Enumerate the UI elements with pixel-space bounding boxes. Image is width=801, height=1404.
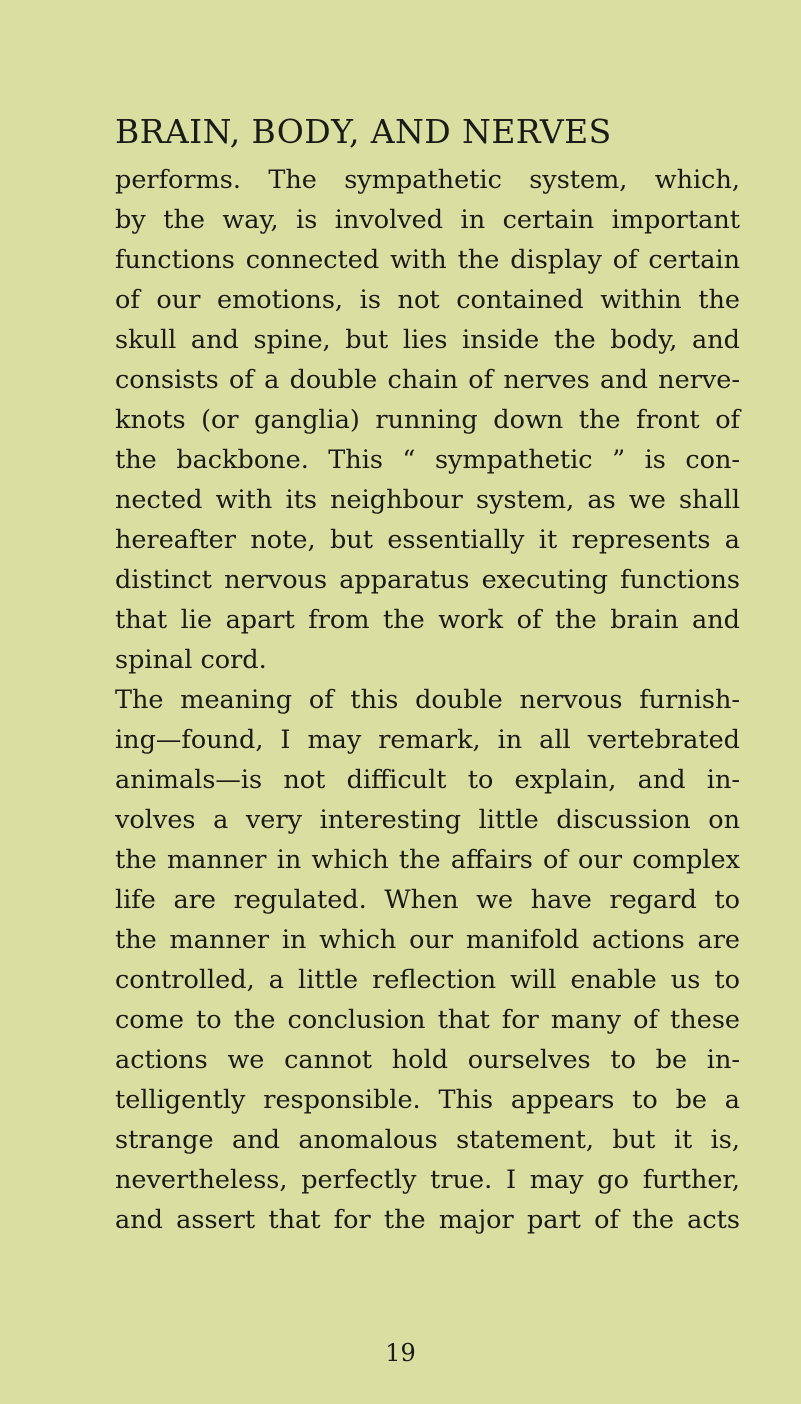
text-line: functions connected with the display of certain (115, 245, 740, 275)
text-line: hereafter note, but essentially it represents a (115, 525, 740, 555)
text-line: of our emotions, is not contained within the (115, 285, 740, 315)
text-line: by the way, is involved in certain important (115, 205, 740, 235)
text-line: spinal cord. (115, 645, 267, 675)
text-line: come to the conclusion that for many of these (115, 1005, 740, 1035)
text-line: the manner in which the affairs of our complex (115, 845, 740, 875)
text-line: nected with its neighbour system, as we shall (115, 485, 740, 515)
text-line: the manner in which our manifold actions are (115, 925, 740, 955)
page-number: 19 (385, 1339, 416, 1367)
text-line: and assert that for the major part of the acts (115, 1205, 740, 1235)
text-line: performs. The sympathetic system, which, (115, 165, 740, 195)
text-line: the backbone. This “ sympathetic ” is con- (115, 445, 740, 475)
text-line: skull and spine, but lies inside the body, and (115, 325, 740, 355)
body-text (115, 160, 740, 1240)
text-line: knots (or ganglia) running down the front of (115, 405, 740, 435)
text-line: distinct nervous apparatus executing functions (115, 565, 740, 595)
text-line: telligently responsible. This appears to be a (115, 1085, 740, 1115)
text-line: animals—is not difficult to explain, and in- (115, 765, 740, 795)
text-line: actions we cannot hold ourselves to be in- (115, 1045, 740, 1075)
text-line: that lie apart from the work of the brain and (115, 605, 740, 635)
text-line: The meaning of this double nervous furnish- (115, 685, 740, 715)
running-title: BRAIN, BODY, AND NERVES (115, 112, 612, 151)
text-line: volves a very interesting little discussion on (115, 805, 740, 835)
text-line: consists of a double chain of nerves and nerve- (115, 365, 740, 395)
text-line: life are regulated. When we have regard to (115, 885, 740, 915)
text-line: ing—found, I may remark, in all vertebrated (115, 725, 740, 755)
text-line: strange and anomalous statement, but it is, (115, 1125, 740, 1155)
text-line: controlled, a little reflection will enable us to (115, 965, 740, 995)
text-line: nevertheless, perfectly true. I may go further, (115, 1165, 740, 1195)
